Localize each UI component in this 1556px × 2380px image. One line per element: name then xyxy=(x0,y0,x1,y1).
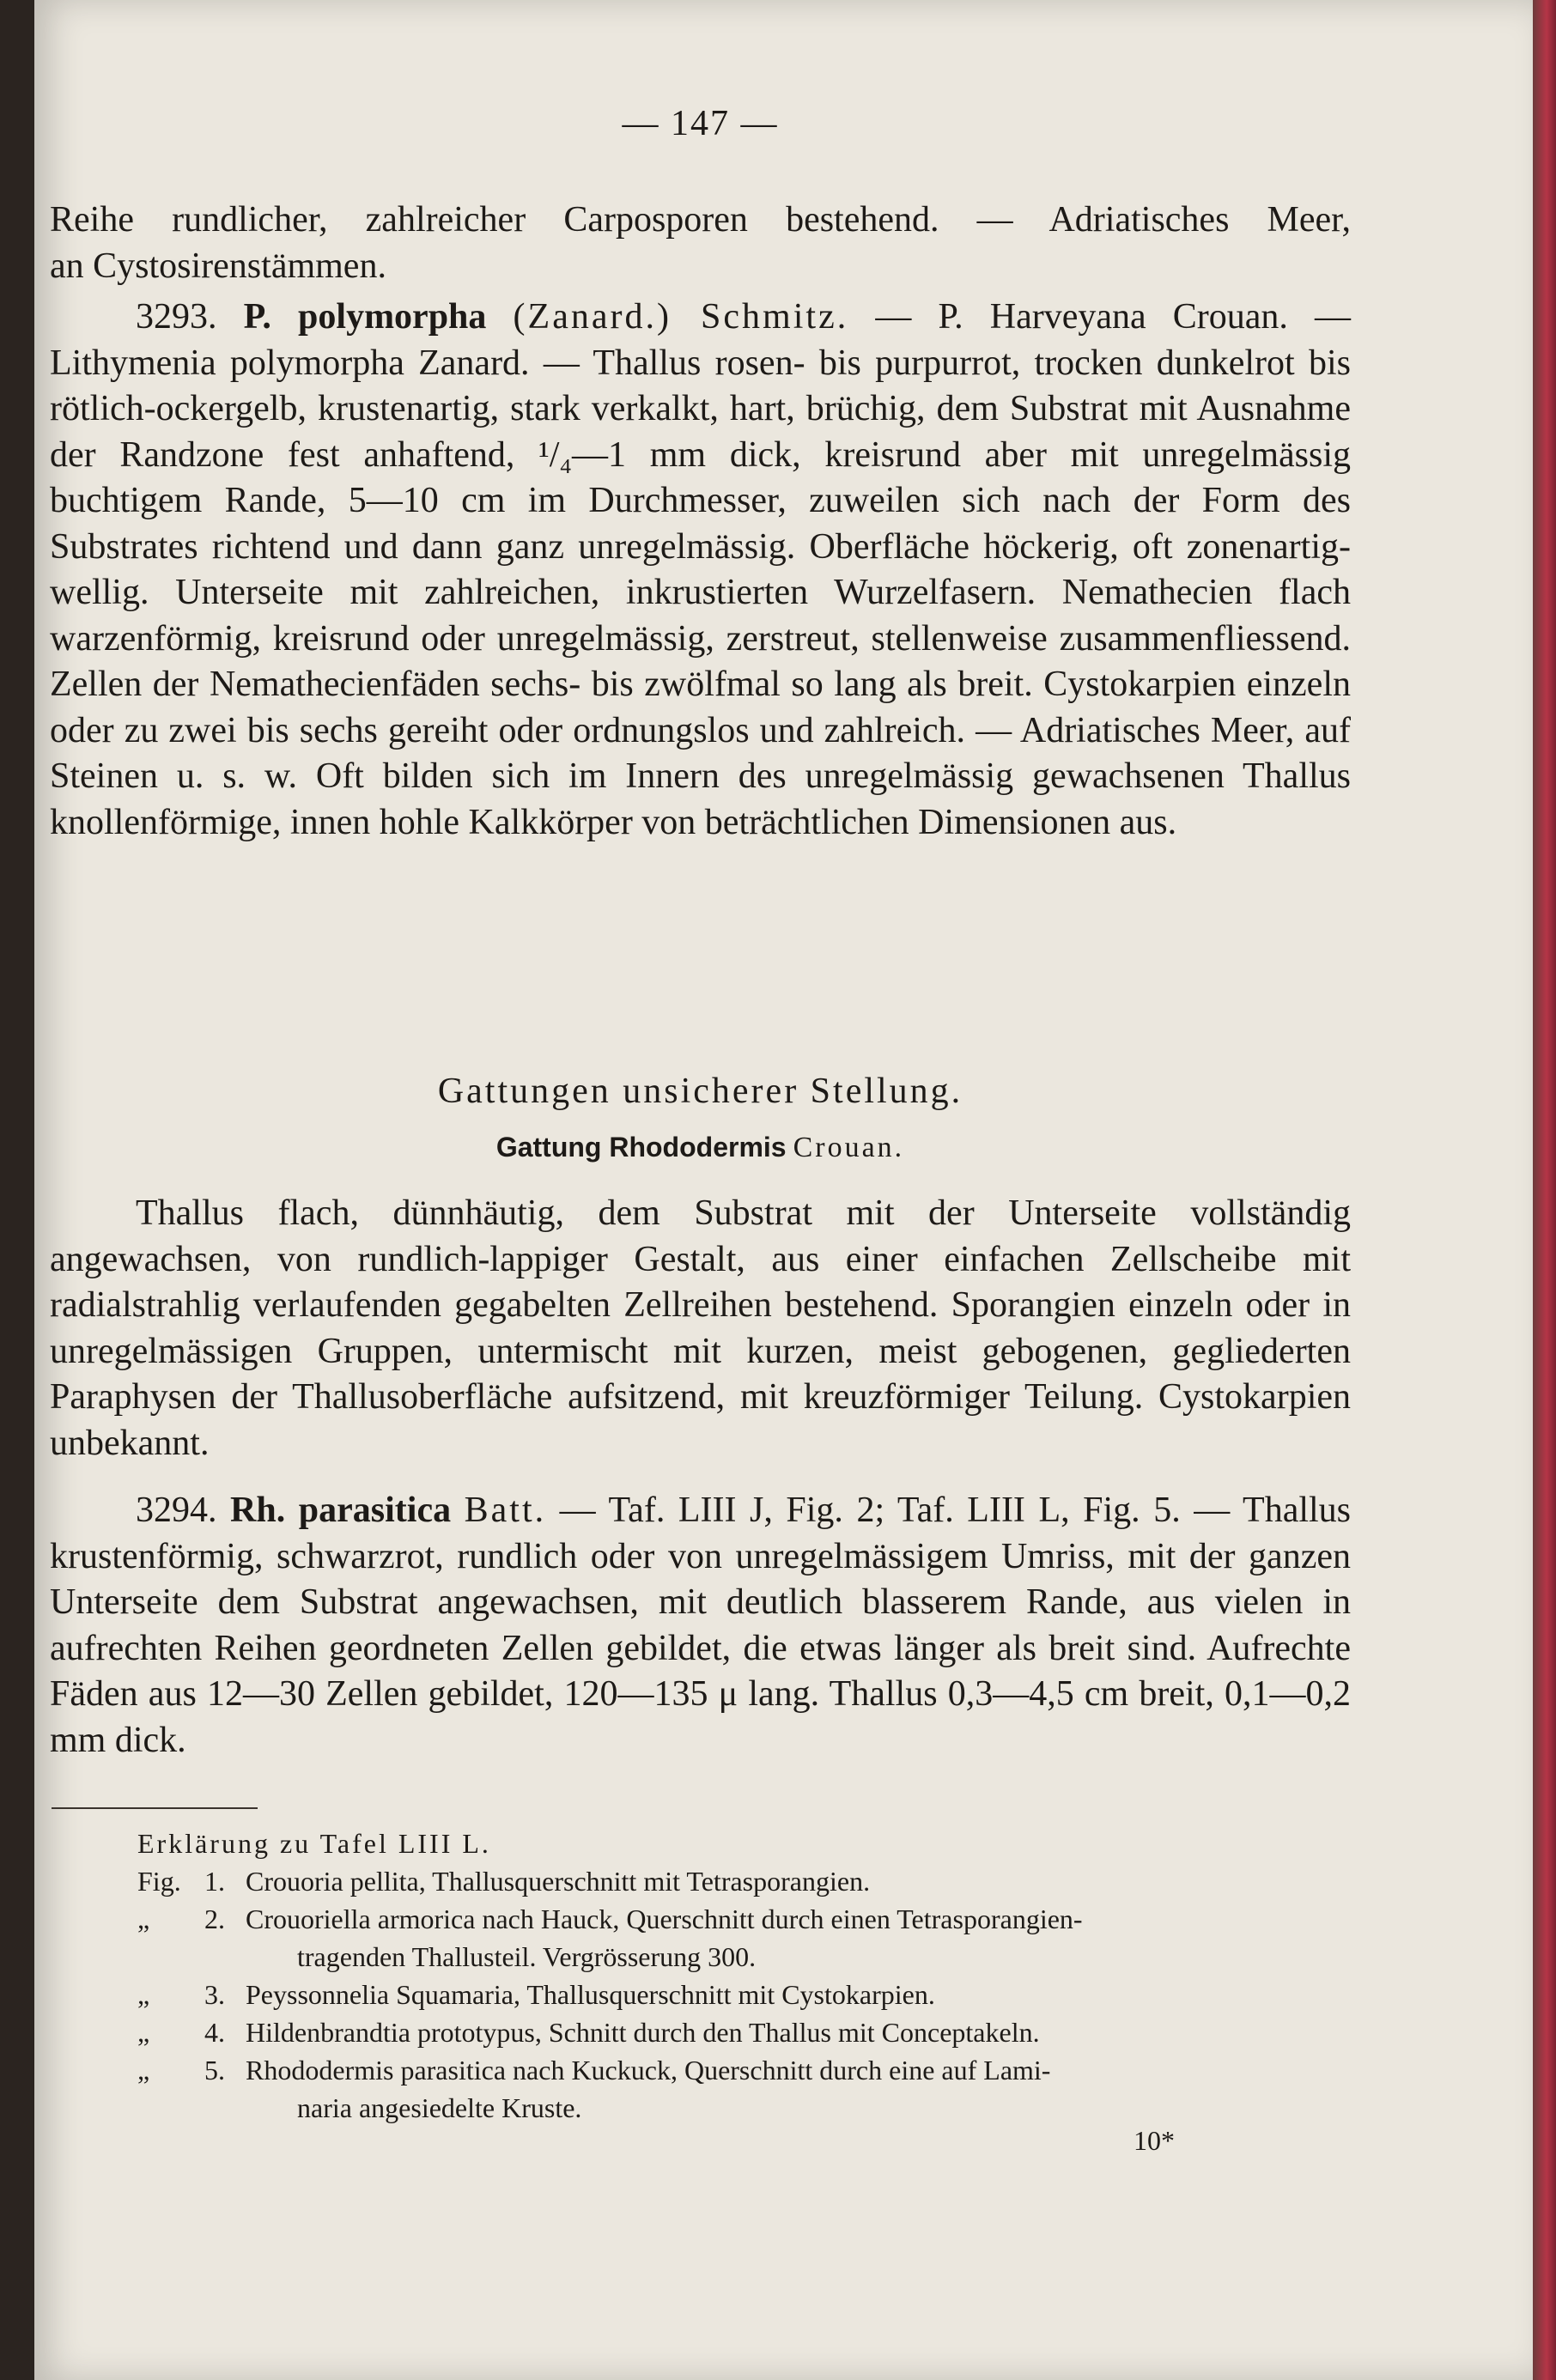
species-author: (Zanard.) Schmitz. xyxy=(513,297,849,337)
genus-author: Crouan. xyxy=(793,1132,905,1163)
species-name: P. polymorpha xyxy=(243,297,487,337)
footnote-text: Crouoria pellita, Thallusquerschnitt mit Tetrasporangien. xyxy=(246,1866,871,1897)
footnote-number: 5. xyxy=(204,2055,225,2086)
species-name: Rh. parasitica xyxy=(230,1491,452,1530)
footnote-number: 4. xyxy=(204,2017,225,2048)
footnote-block xyxy=(137,1824,1340,2127)
footnote-item xyxy=(137,1976,1340,2013)
genus-label: Gattung Rhododermis xyxy=(495,1132,787,1163)
species-description: — Taf. LIII J, Fig. 2; Taf. LIII L, Fig. 5. — Thallus krustenförmig, schwarzrot, rundlich oder von unregelmässigem Umriss, mit der ganzen Unterseite dem Substrat angewachsen, mit deutlich blasserem Rande, aus vielen in aufrechten Reihen geordneten Zellen gebildet, die etwas länger als breit sind. Aufrechte Fäden aus 12—30 Zellen gebildet, 120—135 μ lang. Thallus 0,3—4,5 cm breit, 0,1—0,2 mm dick. xyxy=(50,1491,1352,1760)
footnote-label: „ xyxy=(137,1979,150,2010)
footnote-label: „ xyxy=(137,2055,150,2086)
species-3293-paragraph xyxy=(50,294,1351,846)
footnote-text-wrap xyxy=(246,1900,1340,1976)
footnote-text: Crouoriella armorica nach Hauck, Querschnitt durch einen Tetrasporangien- xyxy=(246,1903,1083,1934)
footnote-list xyxy=(137,1862,1340,2127)
species-number: 3294. xyxy=(136,1491,217,1530)
section-heading: Gattungen unsicherer Stellung. xyxy=(437,1072,963,1111)
footnote-text-wrap xyxy=(246,1862,1340,1900)
footnote-text-wrap xyxy=(246,1976,1340,2013)
species-author: Batt. xyxy=(464,1491,547,1530)
genus-heading xyxy=(50,1132,1351,1164)
footnote-number: 1. xyxy=(204,1866,225,1897)
footnote-text: Peyssonnelia Squamaria, Thallusquerschnitt mit Cystokarpien. xyxy=(246,1979,935,2010)
footnote-item xyxy=(137,1862,1340,1900)
footnote-text-continuation: naria angesiedelte Kruste. xyxy=(297,2092,582,2123)
footnote-label: „ xyxy=(137,1903,150,1934)
page-number: — 147 — xyxy=(622,104,779,143)
footnote-label: „ xyxy=(137,2017,150,2048)
footnote-text-wrap xyxy=(246,2051,1340,2127)
genus-description xyxy=(50,1191,1351,1466)
footnote-label: Fig. xyxy=(137,1866,181,1897)
species-number: 3293. xyxy=(136,297,217,337)
genus-description-text: Thallus flach, dünnhäutig, dem Substrat mit der Unterseite vollständig angewachsen, von rundlich-lappiger Gestalt, aus einer einfachen Zellscheibe mit radialstrahlig verlaufenden gegabelten Zellreihen bestehend. Sporangien einzeln oder in unregelmässigen Gruppen, untermischt mit kurzen, meist gebogenen, gegliederten Paraphysen der Thallusoberfläche aufsitzend, mit kreuzförmiger Teilung. Cystokarpien unbekannt. xyxy=(50,1193,1351,1463)
page-edge xyxy=(1533,0,1556,2380)
footnote-text: Hildenbrandtia prototypus, Schnitt durch den Thallus mit Conceptakeln. xyxy=(246,2017,1040,2048)
intro-line-1: Reihe rundlicher, zahlreicher Carposporen bestehend. — Adriatisches Meer, xyxy=(50,200,1351,240)
footnote-number: 3. xyxy=(204,1979,225,2010)
intro-paragraph xyxy=(50,197,1351,289)
intro-line-2: an Cystosirenstämmen. xyxy=(50,246,386,286)
signature-mark: 10* xyxy=(1134,2125,1175,2156)
footnote-divider xyxy=(52,1807,258,1809)
footnote-item xyxy=(137,2013,1340,2051)
footnote-title: Erklärung zu Tafel LIII L. xyxy=(137,1828,491,1859)
species-description: — P. Harveyana Crouan. — Lithymenia polymorpha Zanard. — Thallus rosen- bis purpurrot, trocken dunkelrot bis rötlich-ockergelb, krustenartig, stark verkalkt, hart, brüchig, dem Substrat mit Ausnahme der Randzone fest anhaftend, ¹/₄—1 mm dick, kreisrund aber mit unregelmässig buchtigem Rande, 5—10 cm im Durchmesser, zuweilen sich nach der Form des Substrates richtend und dann ganz unregelmässig. Oberfläche höckerig, oft zonenartig-wellig. Unterseite mit zahlreichen, inkrustierten Wurzelfasern. Nemathecien flach warzenförmig, kreisrund oder unregelmässig, zerstreut, stellenweise zusammenfliessend. Zellen der Nemathecienfäden sechs- bis zwölfmal so lang als breit. Cystokarpien einzeln oder zu zwei bis sechs gereiht oder ordnungslos und zahlreich. — Adriatisches Meer, auf Steinen u. s. w. Oft bilden sich im Innern des unregelmässig gewachsenen Thallus knollenförmige, innen hohle Kalkkörper von beträchtlichen Dimensionen aus. xyxy=(50,297,1352,842)
footnote-text-continuation: tragenden Thallusteil. Vergrösserung 300. xyxy=(297,1941,757,1972)
species-3294-paragraph xyxy=(50,1488,1351,1764)
footnote-text-wrap xyxy=(246,2013,1340,2051)
footnote-text: Rhododermis parasitica nach Kuckuck, Querschnitt durch eine auf Lami- xyxy=(246,2055,1051,2086)
footnote-item xyxy=(137,1900,1340,1976)
footnote-item xyxy=(137,2051,1340,2127)
footnote-number: 2. xyxy=(204,1903,225,1934)
